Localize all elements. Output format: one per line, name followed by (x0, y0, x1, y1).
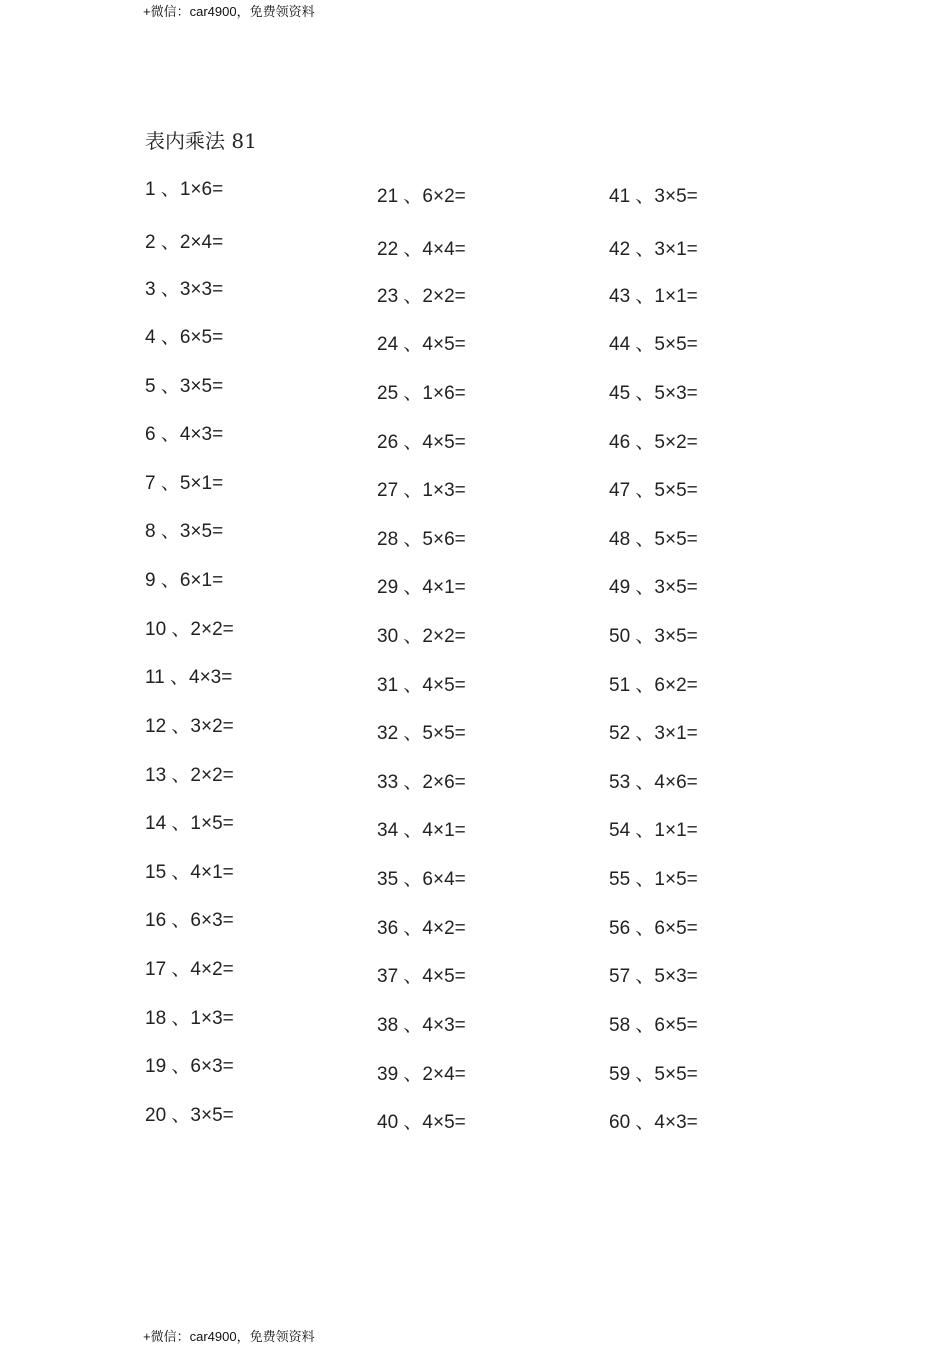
problem-item: 11 、4×3= (145, 667, 233, 688)
problem-item: 17 、4×2= (145, 959, 234, 980)
problem-item: 42 、3×1= (609, 239, 698, 260)
problem-item: 23 、2×2= (377, 286, 466, 307)
problem-item: 54 、1×1= (609, 820, 698, 841)
problem-item: 57 、5×3= (609, 966, 698, 987)
problem-item: 60 、4×3= (609, 1112, 698, 1133)
problem-item: 5 、3×5= (145, 376, 224, 397)
problem-item: 27 、1×3= (377, 480, 466, 501)
problem-item: 47 、5×5= (609, 480, 698, 501)
problem-item: 4 、6×5= (145, 327, 224, 348)
problem-item: 43 、1×1= (609, 286, 698, 307)
problem-item: 21 、6×2= (377, 186, 466, 207)
watermark-bottom: +微信：car4900，免费领资料 (143, 1329, 315, 1344)
worksheet-title: 表内乘法 81 (145, 129, 257, 153)
problem-item: 37 、4×5= (377, 966, 466, 987)
problem-item: 53 、4×6= (609, 772, 698, 793)
problem-item: 15 、4×1= (145, 862, 234, 883)
problem-item: 9 、6×1= (145, 570, 224, 591)
problem-item: 1 、1×6= (145, 179, 224, 200)
problem-item: 16 、6×3= (145, 910, 234, 931)
problem-item: 2 、2×4= (145, 232, 224, 253)
problem-item: 50 、3×5= (609, 626, 698, 647)
problem-item: 49 、3×5= (609, 577, 698, 598)
problem-item: 13 、2×2= (145, 765, 234, 786)
problem-item: 8 、3×5= (145, 521, 224, 542)
problem-item: 41 、3×5= (609, 186, 698, 207)
problem-item: 44 、5×5= (609, 334, 698, 355)
problem-item: 22 、4×4= (377, 239, 466, 260)
problem-item: 20 、3×5= (145, 1105, 234, 1126)
problem-item: 34 、4×1= (377, 820, 466, 841)
problem-item: 58 、6×5= (609, 1015, 698, 1036)
problem-item: 36 、4×2= (377, 918, 466, 939)
problem-item: 51 、6×2= (609, 675, 698, 696)
problem-item: 3 、3×3= (145, 279, 224, 300)
problem-item: 14 、1×5= (145, 813, 234, 834)
watermark-top: +微信：car4900，免费领资料 (143, 4, 315, 19)
problem-item: 45 、5×3= (609, 383, 698, 404)
problem-item: 29 、4×1= (377, 577, 466, 598)
problem-item: 18 、1×3= (145, 1008, 234, 1029)
problem-item: 35 、6×4= (377, 869, 466, 890)
problem-item: 28 、5×6= (377, 529, 466, 550)
problem-item: 46 、5×2= (609, 432, 698, 453)
problem-item: 56 、6×5= (609, 918, 698, 939)
problem-item: 19 、6×3= (145, 1056, 234, 1077)
problem-item: 59 、5×5= (609, 1064, 698, 1085)
problem-item: 38 、4×3= (377, 1015, 466, 1036)
problem-item: 55 、1×5= (609, 869, 698, 890)
problem-item: 40 、4×5= (377, 1112, 466, 1133)
problem-item: 25 、1×6= (377, 383, 466, 404)
problem-item: 6 、4×3= (145, 424, 224, 445)
problem-item: 24 、4×5= (377, 334, 466, 355)
problem-item: 48 、5×5= (609, 529, 698, 550)
problem-item: 39 、2×4= (377, 1064, 466, 1085)
problem-item: 31 、4×5= (377, 675, 466, 696)
problem-item: 52 、3×1= (609, 723, 698, 744)
problem-item: 33 、2×6= (377, 772, 466, 793)
problem-item: 26 、4×5= (377, 432, 466, 453)
problem-item: 32 、5×5= (377, 723, 466, 744)
problem-item: 12 、3×2= (145, 716, 234, 737)
problem-item: 10 、2×2= (145, 619, 234, 640)
problem-item: 7 、5×1= (145, 473, 224, 494)
problem-item: 30 、2×2= (377, 626, 466, 647)
